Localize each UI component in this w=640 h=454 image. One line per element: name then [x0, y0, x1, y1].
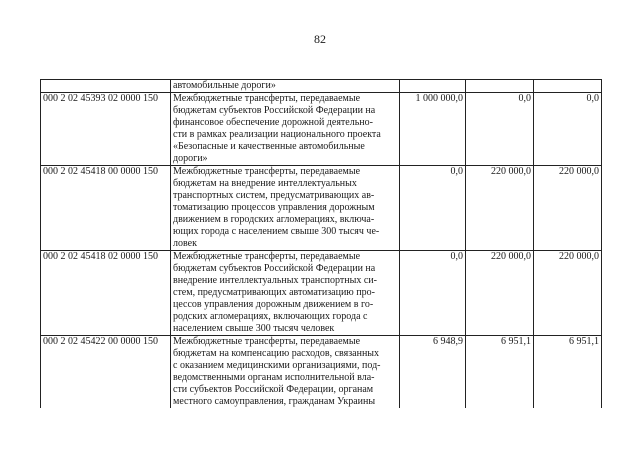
row-name-line: финансовое обеспечение дорожной деятельно-: [173, 117, 373, 128]
row-name-line: ведомственными органам исполнительной вла-: [173, 372, 375, 383]
row-value-3: 220 000,0: [534, 251, 602, 336]
row-name-line: дороги»: [173, 153, 208, 164]
row-value-2: [466, 80, 534, 93]
row-value-3: 0,0: [534, 93, 602, 166]
row-name-line: транспортных систем, предусматривающих ав-: [173, 190, 375, 201]
table-row: [41, 336, 602, 409]
page-number: 82: [314, 32, 326, 46]
row-code: 000 2 02 45422 00 0000 150: [41, 336, 171, 409]
row-name: [171, 251, 400, 336]
row-name-line: ловек: [173, 238, 197, 249]
row-name-line: местного самоуправления, гражданам Украины: [173, 396, 376, 407]
row-name-line: Межбюджетные трансферты, передаваемые: [173, 251, 361, 262]
row-code: 000 2 02 45418 00 0000 150: [41, 166, 171, 251]
row-name-line: Межбюджетные трансферты, передаваемые: [173, 166, 361, 177]
row-name-line: томатизацию процессов управления дорожным: [173, 202, 375, 213]
row-name: [171, 336, 400, 409]
row-name-line: внедрение интеллектуальных транспортных си-: [173, 275, 377, 286]
row-value-2: 220 000,0: [466, 166, 534, 251]
row-name-line: стем, предусматривающих автоматизацию про-: [173, 287, 375, 298]
row-value-2: 0,0: [466, 93, 534, 166]
row-value-1: 1 000 000,0: [400, 93, 466, 166]
row-name-line: родских агломерациях, включающих города с: [173, 311, 368, 322]
row-name-line: сти субъектов Российской Федерации, органам: [173, 384, 374, 395]
row-value-3: [534, 80, 602, 93]
row-name-line: ющих города с населением свыше 300 тысяч че-: [173, 226, 380, 237]
row-name-line: Межбюджетные трансферты, передаваемые: [173, 93, 361, 104]
row-name: [171, 93, 400, 166]
row-name-line: бюджетам субъектов Российской Федерации на: [173, 263, 376, 274]
row-name-line: бюджетам на компенсацию расходов, связанных: [173, 348, 380, 359]
row-name-line: Межбюджетные трансферты, передаваемые: [173, 336, 361, 347]
table-row: [41, 93, 602, 166]
row-name: [171, 166, 400, 251]
row-value-3: 220 000,0: [534, 166, 602, 251]
table-row: [41, 166, 602, 251]
row-name-line: движением в городских агломерациях, включа-: [173, 214, 375, 225]
row-name-line: с оказанием медицинскими организациями, под-: [173, 360, 381, 371]
table-row: [41, 251, 602, 336]
budget-table: [40, 79, 602, 408]
row-value-1: 0,0: [400, 166, 466, 251]
row-name-line: бюджетам на внедрение интеллектуальных: [173, 178, 357, 189]
row-value-2: 6 951,1: [466, 336, 534, 409]
row-value-1: 0,0: [400, 251, 466, 336]
row-name-line: сти в рамках реализации национального проекта: [173, 129, 381, 140]
row-name-line: бюджетам субъектов Российской Федерации на: [173, 105, 376, 116]
table-row-continuation: [41, 80, 602, 93]
row-code: [41, 80, 171, 93]
row-value-3: 6 951,1: [534, 336, 602, 409]
row-name-line: автомобильные дороги»: [173, 80, 276, 91]
row-value-1: [400, 80, 466, 93]
row-name-line: «Безопасные и качественные автомобильные: [173, 141, 365, 152]
row-code: 000 2 02 45393 02 0000 150: [41, 93, 171, 166]
row-value-2: 220 000,0: [466, 251, 534, 336]
row-name-line: цессов управления дорожным движением в го-: [173, 299, 374, 310]
row-name: [171, 80, 400, 93]
row-value-1: 6 948,9: [400, 336, 466, 409]
row-code: 000 2 02 45418 02 0000 150: [41, 251, 171, 336]
row-name-line: населением свыше 300 тысяч человек: [173, 323, 335, 334]
